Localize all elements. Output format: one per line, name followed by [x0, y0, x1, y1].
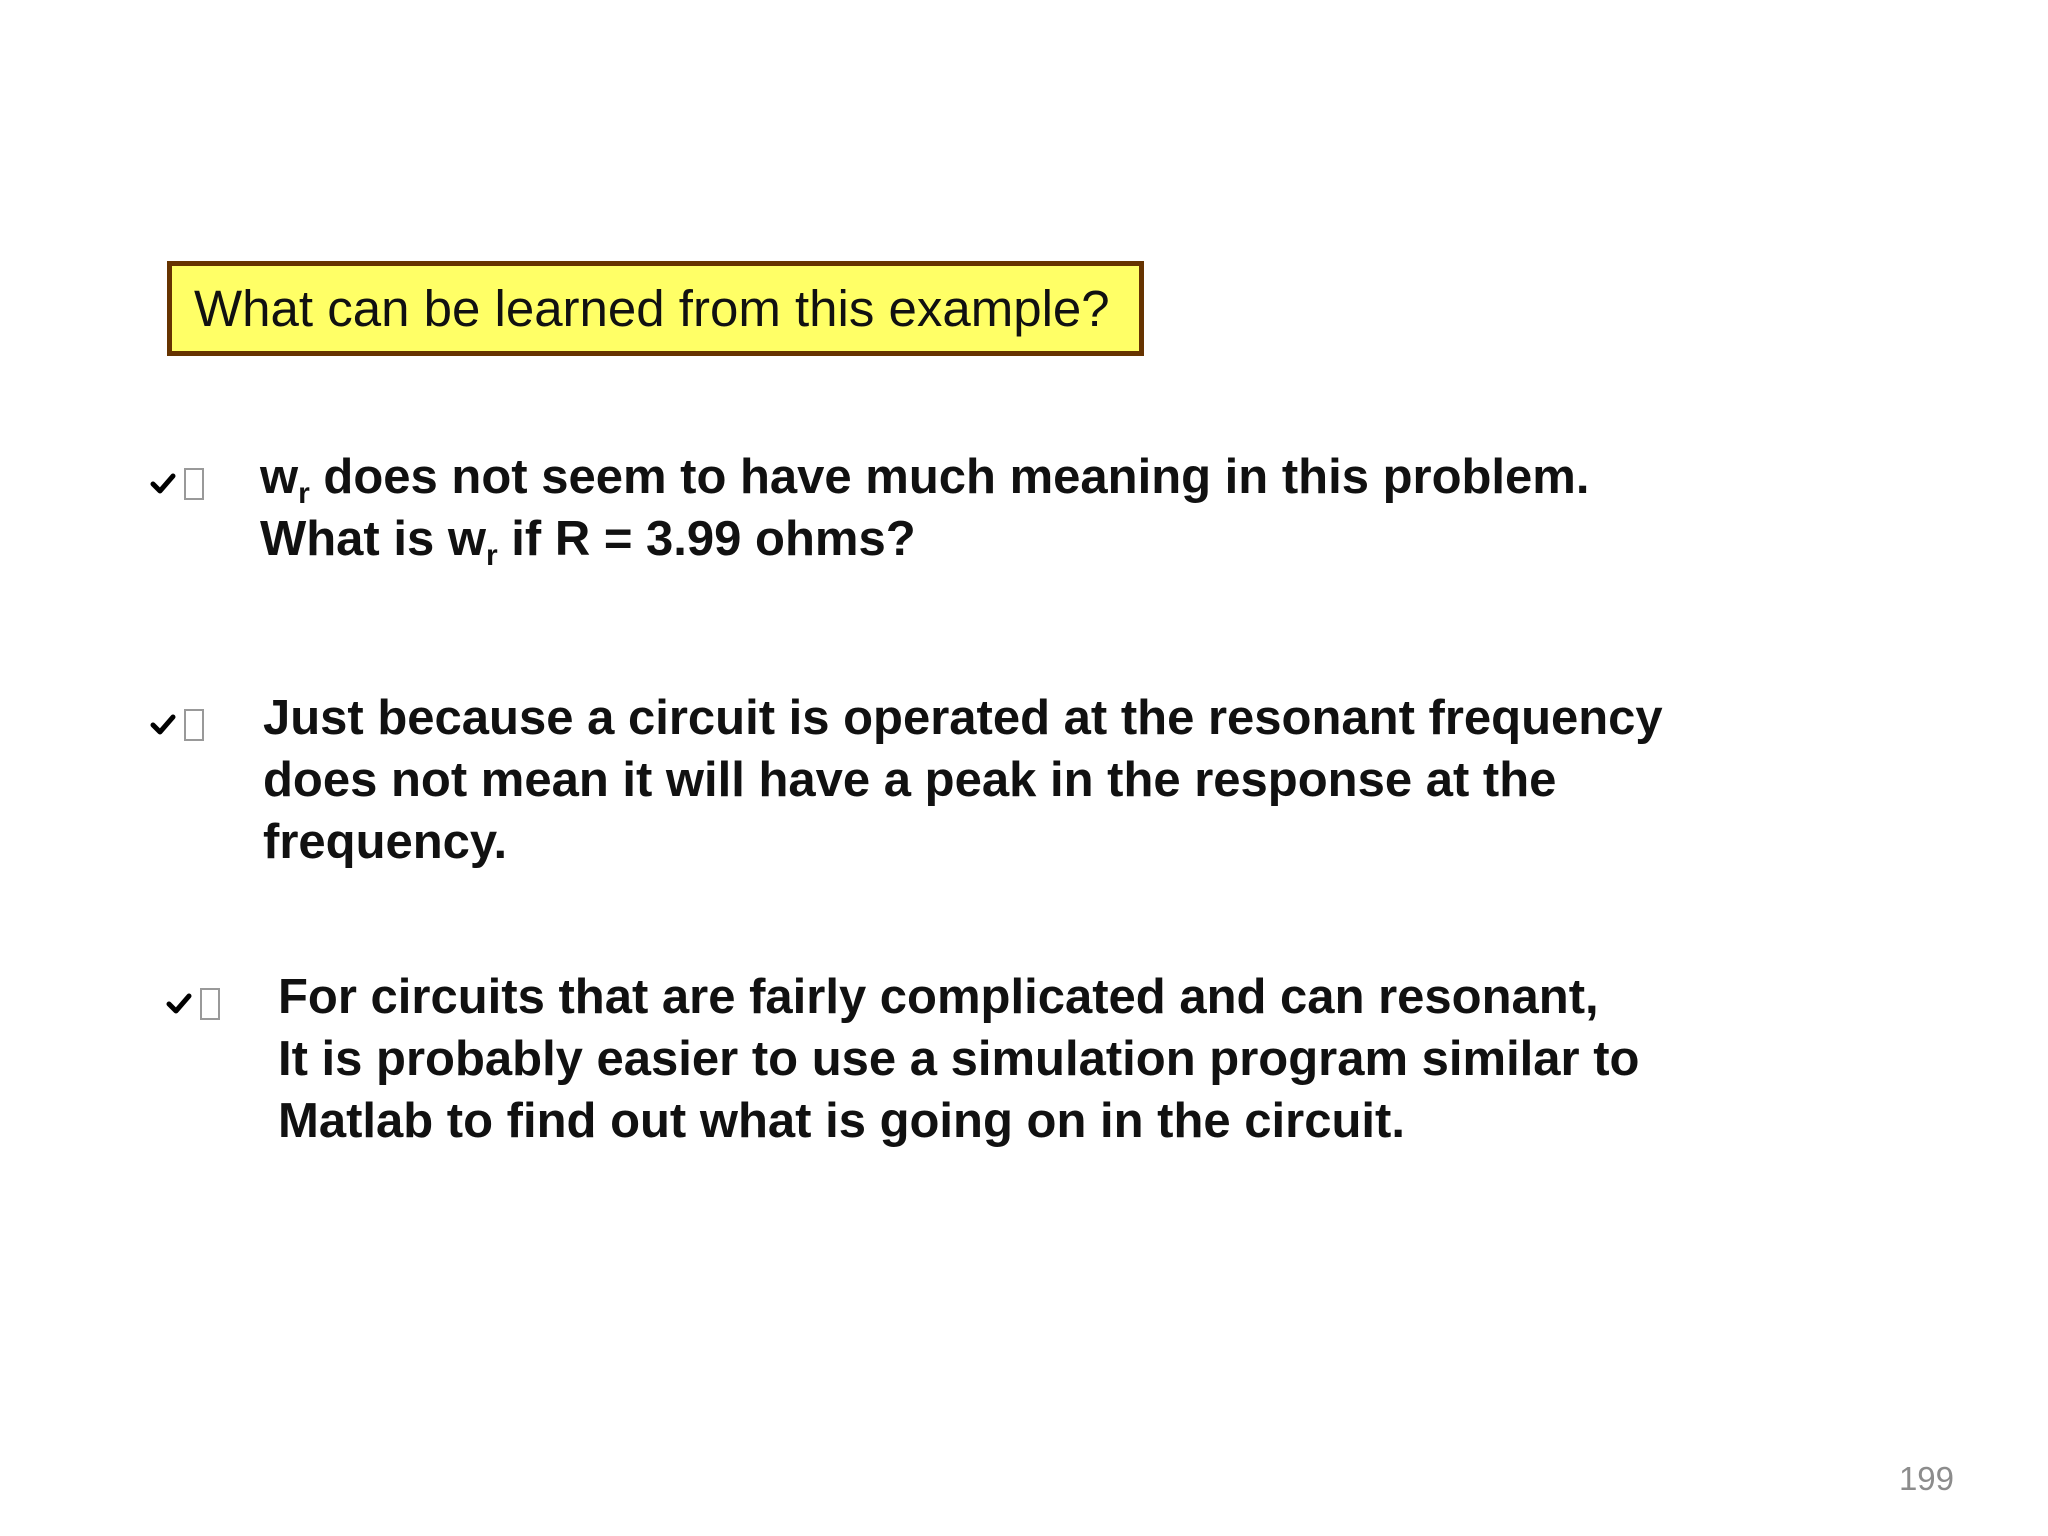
missing-glyph-box-icon	[200, 988, 220, 1020]
bullet-marker	[166, 988, 276, 1020]
missing-glyph-box-icon	[184, 468, 204, 500]
bullet-item-2	[150, 687, 1663, 873]
bullet-1-line-1: $w_r$ does not seem to have much meaning in this problem.	[260, 450, 1590, 510]
checkmark-icon	[150, 712, 176, 738]
bullet-text-2	[263, 687, 1663, 873]
title-box	[167, 261, 1144, 356]
bullet-2-line-1: Just because a circuit is operated at the resonant frequency	[263, 691, 1663, 745]
bullet-marker	[150, 468, 260, 500]
page-number: 199	[1898, 1460, 1954, 1497]
bullet-3-line-2: It is probably easier to use a simulation program similar to	[278, 1032, 1640, 1086]
bullet-2-line-3: frequency.	[263, 815, 508, 869]
bullet-item-1	[150, 446, 1589, 570]
bullet-2-line-2: does not mean it will have a peak in the response at the	[263, 753, 1557, 807]
missing-glyph-box-icon	[184, 709, 204, 741]
bullet-1-line-2: What is $w_r$ if R = 3.99 ohms?	[260, 512, 916, 572]
bullet-marker	[150, 709, 260, 741]
bullet-item-3	[166, 966, 1639, 1152]
checkmark-icon	[166, 991, 192, 1017]
bullet-3-line-1: For circuits that are fairly complicated and can resonant,	[278, 970, 1599, 1024]
bullet-3-line-3: Matlab to find out what is going on in the circuit.	[278, 1094, 1405, 1148]
bullet-text-1	[260, 446, 1589, 570]
checkmark-icon	[150, 471, 176, 497]
slide-title: What can be learned from this example?	[194, 280, 1110, 337]
bullet-text-3	[278, 966, 1639, 1152]
